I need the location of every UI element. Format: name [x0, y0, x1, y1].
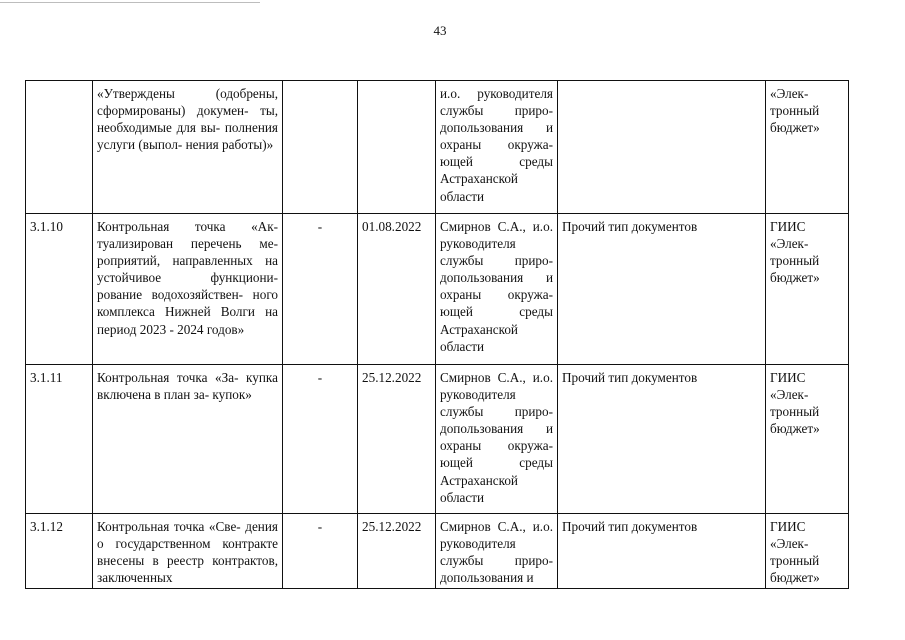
table-row — [26, 514, 849, 589]
doc-type-cell — [558, 81, 766, 214]
date-cell: 25.12.2022 — [358, 365, 436, 514]
responsible-cell: Смирнов С.А., и.о. руководителя службы приро- допользования и охраны окружа- ющей среды Астраханской области — [436, 214, 558, 365]
dash-cell: - — [283, 365, 358, 514]
page-number: 43 — [433, 23, 447, 38]
code-cell: 3.1.11 — [26, 365, 93, 514]
name-cell: Контрольная точка «Све- дения о государственном контракте внесены в реестр контрактов, заключенных — [93, 514, 283, 589]
table-row — [26, 81, 849, 214]
date-cell — [358, 81, 436, 214]
doc-type-cell: Прочий тип документов — [558, 365, 766, 514]
doc-type-cell: Прочий тип документов — [558, 514, 766, 589]
responsible-cell: и.о. руководителя службы приро- допользования и охраны окружа- ющей среды Астраханской области — [436, 81, 558, 214]
code-cell: 3.1.10 — [26, 214, 93, 365]
responsible-cell: Смирнов С.А., и.о. руководителя службы приро- допользования и — [436, 514, 558, 589]
dash-cell: - — [283, 514, 358, 589]
date-cell: 01.08.2022 — [358, 214, 436, 365]
dash-cell: - — [283, 214, 358, 365]
code-cell — [26, 81, 93, 214]
name-cell: Контрольная точка «За- купка включена в план за- купок» — [93, 365, 283, 514]
code-cell: 3.1.12 — [26, 514, 93, 589]
dash-cell — [283, 81, 358, 214]
scan-artifact-line — [0, 2, 260, 3]
control-points-table — [25, 80, 849, 589]
table-row — [26, 214, 849, 365]
doc-type-cell: Прочий тип документов — [558, 214, 766, 365]
system-cell: ГИИС «Элек- тронный бюджет» — [766, 365, 849, 514]
system-cell: ГИИС «Элек- тронный бюджет» — [766, 214, 849, 365]
system-cell: «Элек- тронный бюджет» — [766, 81, 849, 214]
system-cell: ГИИС «Элек- тронный бюджет» — [766, 514, 849, 589]
responsible-cell: Смирнов С.А., и.о. руководителя службы приро- допользования и охраны окружа- ющей среды Астраханской области — [436, 365, 558, 514]
name-cell: Контрольная точка «Ак- туализирован перечень ме- роприятий, направленных на устойчивое функциони- рование водохозяйствен- ного комплекса Нижней Волги на период 2023 - 2024 годов» — [93, 214, 283, 365]
name-cell: «Утверждены (одобрены, сформированы) докумен- ты, необходимые для вы- полнения услуги (выпол- нения работы)» — [93, 81, 283, 214]
table-row — [26, 365, 849, 514]
date-cell: 25.12.2022 — [358, 514, 436, 589]
